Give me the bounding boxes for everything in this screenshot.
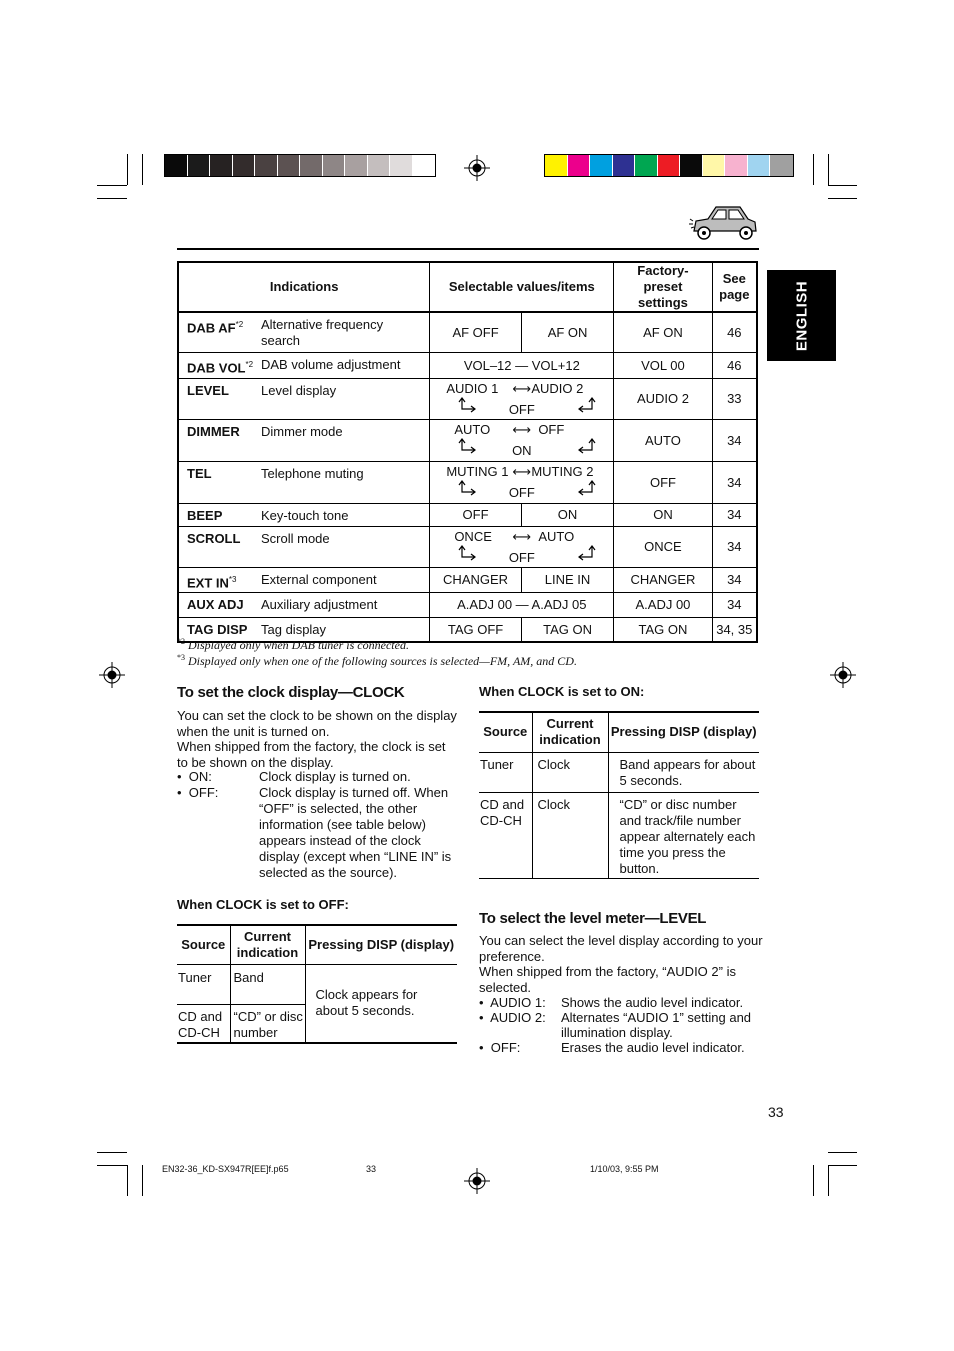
cell-factory-preset: AUTO (614, 419, 712, 461)
level-paragraph: You can select the level display according to your preference. When shipped from the factory, “AUDIO 2” is selected. (479, 933, 763, 995)
cycle-arrows-icon (452, 438, 602, 458)
cell-factory-preset: AUDIO 2 (614, 378, 712, 419)
crop-mark (97, 198, 127, 199)
cell-selectable-cycle: AUDIO 1 ⟷ AUDIO 2 OFF (430, 378, 614, 419)
list-item: • OFF: Clock display is turned off. When “OFF” is selected, the other information (see table below) appears instead of the clock display (except when “LINE IN” is selected as the source). (177, 785, 452, 880)
cell-selectable-range: VOL–12 — VOL+12 (430, 352, 614, 378)
clock-heading: To set the clock display—CLOCK (177, 684, 405, 701)
color-swatch (255, 155, 278, 176)
cell-selectable-cycle: ONCE ⟷ AUTO OFF (430, 526, 614, 567)
registration-target-icon (99, 662, 125, 688)
cell-see-page: 33 (712, 378, 757, 419)
cell-current: Clock (532, 792, 608, 878)
registration-target-icon (830, 662, 856, 688)
cell-pressing: “CD” or disc number and track/file number appear alternately each time you press the button. (608, 792, 759, 878)
col-source: Source (177, 925, 230, 964)
color-swatch (613, 155, 636, 176)
col-source: Source (479, 712, 532, 752)
crop-mark (828, 1152, 857, 1153)
footnote-2: $^{*2}$ Displayed only when DAB tuner is connected. (177, 637, 409, 652)
color-swatch (413, 155, 436, 176)
cycle-arrows-icon (452, 480, 602, 500)
print-footer-date: 1/10/03, 9:55 PM (590, 1164, 659, 1174)
cell-value-1: TAG OFF (430, 617, 521, 642)
col-current-indication: Current indication (532, 712, 608, 752)
table-row (178, 567, 757, 592)
cell-indication: AUX ADJ Auxiliary adjustment (178, 592, 430, 617)
color-swatch (210, 155, 233, 176)
list-item: • AUDIO 2: Alternates “AUDIO 1” setting and illumination display. (479, 1010, 752, 1040)
cell-see-page: 34 (712, 419, 757, 461)
color-swatch (368, 155, 391, 176)
cell-see-page: 34 (712, 592, 757, 617)
print-footer-file: EN32-36_KD-SX947R[EE]f.p65 (162, 1164, 289, 1174)
crop-mark (97, 185, 127, 186)
cell-see-page: 46 (712, 352, 757, 378)
clock-off-table (177, 924, 457, 1044)
table-row (178, 352, 757, 378)
table-row (178, 592, 757, 617)
list-item: • ON: Clock display is turned on. (177, 769, 411, 784)
cell-indication: LEVEL Level display (178, 378, 430, 419)
cell-pressing: Band appears for about 5 seconds. (608, 752, 759, 792)
cell-current: Band (230, 964, 305, 1004)
header-see-page: See page (712, 262, 757, 312)
cell-indication: DAB VOL$^{*2}$ DAB volume adjustment (178, 352, 430, 378)
cell-selectable-cycle: AUTO ⟷ OFF ON (430, 419, 614, 461)
table-row (178, 526, 757, 567)
process-color-bar (544, 154, 794, 177)
level-heading: To select the level meter—LEVEL (479, 910, 707, 927)
cell-indication: TEL Telephone muting (178, 461, 430, 503)
registration-target-icon (464, 1168, 490, 1194)
table-row (178, 503, 757, 526)
level-options-list (479, 995, 761, 1055)
header-selectable: Selectable values/items (430, 262, 614, 312)
cell-indication: TAG DISP Tag display (178, 617, 430, 642)
list-item: • AUDIO 1: Shows the audio level indicator. (479, 995, 744, 1010)
col-pressing-disp: Pressing DISP (display) (608, 712, 759, 752)
color-swatch (590, 155, 613, 176)
crop-mark (97, 1165, 127, 1166)
language-side-tab (767, 270, 836, 361)
color-swatch (635, 155, 658, 176)
cell-source: Tuner (177, 964, 230, 1004)
cell-indication: SCROLL Scroll mode (178, 526, 430, 567)
cell-value-1: CHANGER (430, 567, 521, 592)
crop-mark (142, 154, 143, 185)
header-rule (177, 248, 759, 250)
crop-mark (828, 185, 857, 186)
cell-see-page: 34 (712, 567, 757, 592)
crop-mark (142, 1165, 143, 1196)
cell-source: CD and CD-CH (480, 796, 525, 828)
cell-value-1: OFF (430, 503, 521, 526)
crop-mark (828, 1165, 857, 1166)
table-row (178, 312, 757, 352)
cell-factory-preset: VOL 00 (614, 352, 712, 378)
color-swatch (748, 155, 771, 176)
cell-indication: EXT IN$^{*3}$ External component (178, 567, 430, 592)
color-swatch (725, 155, 748, 176)
footnote-3: $^{*3}$ Displayed only when one of the following sources is selected—FM, AM, and CD. (177, 653, 577, 668)
color-swatch (323, 155, 346, 176)
cell-factory-preset: ONCE (614, 526, 712, 567)
table-row (178, 419, 757, 461)
table-row (178, 461, 757, 503)
cell-value-2: AF ON (521, 312, 614, 352)
crop-mark (828, 198, 857, 199)
header-indications: Indications (178, 262, 430, 312)
crop-mark (813, 1165, 814, 1196)
color-swatch (568, 155, 591, 176)
list-item: • OFF: Erases the audio level indicator. (479, 1040, 745, 1055)
cell-see-page: 34 (712, 503, 757, 526)
color-swatch (658, 155, 681, 176)
color-swatch (390, 155, 413, 176)
cycle-arrows-icon (452, 397, 602, 417)
cell-see-page: 34, 35 (712, 617, 757, 642)
car-icon (688, 201, 760, 245)
grayscale-bar (164, 154, 436, 177)
color-swatch (165, 155, 188, 176)
cell-value-2: TAG ON (521, 617, 614, 642)
color-swatch (680, 155, 703, 176)
crop-mark (97, 1152, 127, 1153)
color-swatch (545, 155, 568, 176)
cell-source: CD and CD-CH (178, 1008, 223, 1040)
col-current-indication: Current indication (230, 925, 305, 964)
color-swatch (300, 155, 323, 176)
settings-table (177, 261, 758, 643)
cell-value-1: AF OFF (430, 312, 521, 352)
color-swatch (345, 155, 368, 176)
col-pressing-disp: Pressing DISP (display) (305, 925, 457, 964)
crop-mark (127, 154, 128, 185)
cell-factory-preset: ON (614, 503, 712, 526)
cell-factory-preset: AF ON (614, 312, 712, 352)
cell-value-2: LINE IN (521, 567, 614, 592)
clock-off-title: When CLOCK is set to OFF: (177, 897, 349, 912)
language-label: ENGLISH (793, 280, 810, 351)
color-swatch (703, 155, 726, 176)
cell-pressing: Clock appears for about 5 seconds. (305, 964, 457, 1043)
table-row (178, 378, 757, 419)
registration-target-icon (464, 155, 490, 181)
cell-see-page: 34 (712, 526, 757, 567)
crop-mark (828, 1165, 829, 1196)
cell-current: “CD” or disc number (230, 1004, 305, 1043)
header-factory-preset: Factory-preset settings (614, 262, 712, 312)
cell-current: Clock (532, 752, 608, 792)
clock-on-table (479, 711, 759, 879)
cell-value-2: ON (521, 503, 614, 526)
cell-see-page: 46 (712, 312, 757, 352)
cell-selectable-cycle: MUTING 1 ⟷ MUTING 2 OFF (430, 461, 614, 503)
cell-factory-preset: CHANGER (614, 567, 712, 592)
cell-factory-preset: OFF (614, 461, 712, 503)
color-swatch (770, 155, 793, 176)
cell-see-page: 34 (712, 461, 757, 503)
clock-on-title: When CLOCK is set to ON: (479, 684, 645, 699)
cell-source: Tuner (479, 752, 532, 792)
cell-factory-preset: A.ADJ 00 (614, 592, 712, 617)
crop-mark (813, 154, 814, 185)
color-swatch (233, 155, 256, 176)
cell-selectable-range: A.ADJ 00 — A.ADJ 05 (430, 592, 614, 617)
cell-indication: BEEP Key-touch tone (178, 503, 430, 526)
crop-mark (828, 154, 829, 185)
cell-indication: DIMMER Dimmer mode (178, 419, 430, 461)
cell-factory-preset: TAG ON (614, 617, 712, 642)
cycle-arrows-icon (452, 545, 602, 565)
clock-paragraph: You can set the clock to be shown on the display when the unit is turned on. When shipped from the factory, the clock is set to be shown on the display. (177, 708, 457, 770)
color-swatch (278, 155, 301, 176)
crop-mark (127, 1165, 128, 1196)
clock-options-list (177, 769, 457, 881)
color-swatch (188, 155, 211, 176)
cell-indication: DAB AF$^{*2}$ Alternative frequency search (178, 312, 430, 352)
page-number: 33 (768, 1104, 784, 1120)
print-footer-page: 33 (366, 1164, 377, 1174)
